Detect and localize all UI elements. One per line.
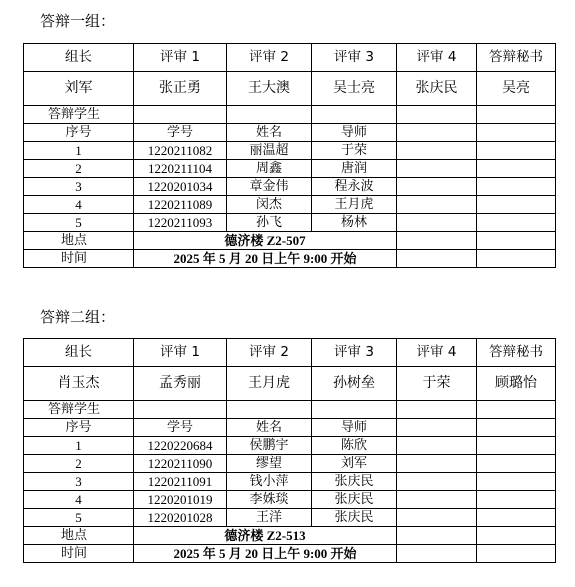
role-leader: 组长	[24, 44, 134, 72]
table-row	[24, 455, 556, 473]
role-reviewer-3: 评审 3	[312, 339, 397, 367]
header-advisor: 导师	[312, 124, 397, 142]
students-label: 答辩学生	[24, 401, 134, 419]
header-no: 序号	[24, 419, 134, 437]
member-reviewer-3: 孙树垒	[312, 367, 397, 401]
time-value: 2025 年 5 月 20 日上午 9:00 开始	[134, 545, 397, 563]
group-2-members-row	[24, 367, 556, 401]
student-no: 3	[24, 473, 134, 491]
role-reviewer-1: 评审 1	[134, 339, 227, 367]
student-advisor: 刘军	[312, 455, 397, 473]
group-1-members-row	[24, 72, 556, 106]
role-leader: 组长	[24, 339, 134, 367]
student-no: 1	[24, 437, 134, 455]
table-row	[24, 214, 556, 232]
location-value: 德济楼 Z2-507	[134, 232, 397, 250]
student-name: 孙飞	[227, 214, 312, 232]
member-reviewer-4: 张庆民	[397, 72, 477, 106]
role-secretary: 答辩秘书	[477, 44, 556, 72]
member-reviewer-3: 吴士亮	[312, 72, 397, 106]
student-name: 李姝琰	[227, 491, 312, 509]
member-leader: 刘军	[24, 72, 134, 106]
member-secretary: 顾璐怡	[477, 367, 556, 401]
student-advisor: 唐润	[312, 160, 397, 178]
group-2-students-label-row	[24, 401, 556, 419]
table-row	[24, 142, 556, 160]
student-id: 1220201034	[134, 178, 227, 196]
student-id: 1220211089	[134, 196, 227, 214]
student-id: 1220211091	[134, 473, 227, 491]
group-2-roles-row	[24, 339, 556, 367]
group-1-table	[23, 43, 556, 268]
header-advisor: 导师	[312, 419, 397, 437]
group-1-time-row	[24, 250, 556, 268]
role-reviewer-3: 评审 3	[312, 44, 397, 72]
role-secretary: 答辩秘书	[477, 339, 556, 367]
header-id: 学号	[134, 124, 227, 142]
role-reviewer-2: 评审 2	[227, 339, 312, 367]
table-row	[24, 437, 556, 455]
student-advisor: 程永波	[312, 178, 397, 196]
student-no: 4	[24, 196, 134, 214]
role-reviewer-4: 评审 4	[397, 339, 477, 367]
student-no: 1	[24, 142, 134, 160]
role-reviewer-1: 评审 1	[134, 44, 227, 72]
group-2-location-row	[24, 527, 556, 545]
student-advisor: 王月虎	[312, 196, 397, 214]
group-1-title: 答辩一组：	[40, 12, 116, 30]
member-reviewer-1: 孟秀丽	[134, 367, 227, 401]
student-id: 1220211093	[134, 214, 227, 232]
header-name: 姓名	[227, 419, 312, 437]
member-secretary: 吴亮	[477, 72, 556, 106]
student-advisor: 于荣	[312, 142, 397, 160]
table-row	[24, 473, 556, 491]
group-1-student-header-row	[24, 124, 556, 142]
student-name: 章金伟	[227, 178, 312, 196]
student-advisor: 张庆民	[312, 509, 397, 527]
member-reviewer-1: 张正勇	[134, 72, 227, 106]
student-name: 钱小萍	[227, 473, 312, 491]
student-id: 1220211090	[134, 455, 227, 473]
location-value: 德济楼 Z2-513	[134, 527, 397, 545]
student-no: 4	[24, 491, 134, 509]
student-no: 3	[24, 178, 134, 196]
location-label: 地点	[24, 527, 134, 545]
student-id: 1220211082	[134, 142, 227, 160]
member-reviewer-2: 王月虎	[227, 367, 312, 401]
student-no: 5	[24, 214, 134, 232]
student-name: 周鑫	[227, 160, 312, 178]
student-advisor: 张庆民	[312, 491, 397, 509]
student-name: 侯鹏宇	[227, 437, 312, 455]
member-reviewer-4: 于荣	[397, 367, 477, 401]
student-no: 5	[24, 509, 134, 527]
student-id: 1220201028	[134, 509, 227, 527]
student-name: 闵杰	[227, 196, 312, 214]
group-2-time-row	[24, 545, 556, 563]
student-name: 丽温超	[227, 142, 312, 160]
header-name: 姓名	[227, 124, 312, 142]
member-leader: 肖玉杰	[24, 367, 134, 401]
student-no: 2	[24, 160, 134, 178]
table-row	[24, 491, 556, 509]
header-id: 学号	[134, 419, 227, 437]
student-id: 1220211104	[134, 160, 227, 178]
group-1-location-row	[24, 232, 556, 250]
group-2-table	[23, 338, 556, 563]
role-reviewer-2: 评审 2	[227, 44, 312, 72]
student-advisor: 杨林	[312, 214, 397, 232]
student-name: 缪望	[227, 455, 312, 473]
students-label: 答辩学生	[24, 106, 134, 124]
group-2-title: 答辩二组：	[40, 308, 116, 326]
group-2-student-header-row	[24, 419, 556, 437]
member-reviewer-2: 王大澳	[227, 72, 312, 106]
student-no: 2	[24, 455, 134, 473]
time-label: 时间	[24, 250, 134, 268]
student-id: 1220201019	[134, 491, 227, 509]
role-reviewer-4: 评审 4	[397, 44, 477, 72]
table-row	[24, 509, 556, 527]
table-row	[24, 196, 556, 214]
student-advisor: 张庆民	[312, 473, 397, 491]
location-label: 地点	[24, 232, 134, 250]
student-name: 王洋	[227, 509, 312, 527]
student-id: 1220220684	[134, 437, 227, 455]
time-value: 2025 年 5 月 20 日上午 9:00 开始	[134, 250, 397, 268]
header-no: 序号	[24, 124, 134, 142]
group-1-students-label-row	[24, 106, 556, 124]
student-advisor: 陈欣	[312, 437, 397, 455]
time-label: 时间	[24, 545, 134, 563]
table-row	[24, 178, 556, 196]
group-1-roles-row	[24, 44, 556, 72]
table-row	[24, 160, 556, 178]
